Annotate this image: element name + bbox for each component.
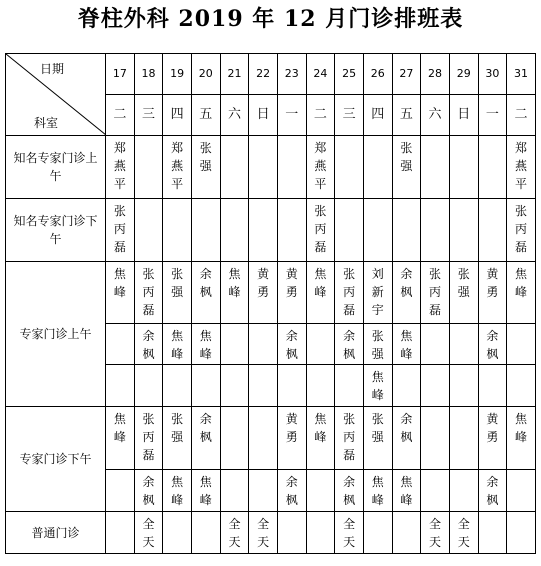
weekday-cell: 一 (478, 95, 507, 136)
schedule-cell (392, 324, 421, 365)
schedule-cell (163, 199, 192, 262)
cell-text: 余枫 (400, 267, 413, 299)
date-cell: 27 (392, 54, 421, 95)
cell-text: 焦峰 (113, 267, 126, 299)
schedule-cell (306, 470, 335, 512)
schedule-cell (449, 407, 478, 470)
cell-text: 张丙磊 (142, 267, 155, 317)
weekday-cell: 五 (191, 95, 220, 136)
cell-text: 全天 (343, 517, 356, 549)
date-cell: 19 (163, 54, 192, 95)
schedule-cell (277, 512, 306, 554)
schedule-cell (421, 199, 450, 262)
schedule-cell (277, 407, 306, 470)
schedule-cell (478, 324, 507, 365)
schedule-cell (478, 407, 507, 470)
schedule-cell (220, 512, 249, 554)
schedule-cell (134, 407, 163, 470)
schedule-cell (134, 199, 163, 262)
cell-text: 焦峰 (314, 412, 327, 444)
row-label-expert_pm (6, 407, 106, 512)
cell-text: 张丙磊 (515, 204, 528, 254)
page-title: 脊柱外科 2019 年 12 月门诊排班表 (77, 6, 464, 32)
cell-text: 余枫 (142, 329, 155, 361)
cell-text: 余枫 (285, 475, 298, 507)
cell-text: 全天 (257, 517, 270, 549)
schedule-cell (363, 365, 392, 407)
cell-text: 黄勇 (486, 267, 499, 299)
date-cell: 28 (421, 54, 450, 95)
weekday-cell: 日 (449, 95, 478, 136)
schedule-cell (220, 199, 249, 262)
cell-text: 焦峰 (371, 370, 384, 402)
cell-text: 张强 (171, 267, 184, 299)
weekday-cell: 二 (106, 95, 135, 136)
cell-text: 焦峰 (228, 267, 241, 299)
cell-text: 张丙磊 (343, 267, 356, 317)
date-header-label: 日期 (40, 62, 65, 76)
schedule-cell (220, 324, 249, 365)
cell-text: 张丙磊 (314, 204, 327, 254)
schedule-cell (363, 407, 392, 470)
schedule-cell (478, 365, 507, 407)
schedule-cell (191, 470, 220, 512)
schedule-cell (507, 512, 536, 554)
schedule-cell (134, 470, 163, 512)
schedule-cell (163, 470, 192, 512)
cell-text: 郑燕平 (113, 141, 126, 191)
schedule-cell (363, 324, 392, 365)
schedule-cell (163, 407, 192, 470)
cell-text: 余枫 (285, 329, 298, 361)
schedule-cell (392, 512, 421, 554)
date-cell: 17 (106, 54, 135, 95)
row-label-famous_am (6, 136, 106, 199)
schedule-cell (106, 512, 135, 554)
weekday-cell: 二 (507, 95, 536, 136)
schedule-cell (220, 262, 249, 324)
schedule-cell (421, 262, 450, 324)
weekday-cell: 三 (335, 95, 364, 136)
row-label-general (6, 512, 106, 554)
schedule-cell (249, 136, 278, 199)
schedule-cell (335, 136, 364, 199)
schedule-cell (134, 262, 163, 324)
schedule-cell (449, 199, 478, 262)
date-cell: 31 (507, 54, 536, 95)
schedule-cell (220, 365, 249, 407)
cell-text: 黄勇 (486, 412, 499, 444)
schedule-cell (163, 262, 192, 324)
cell-text: 张丙磊 (113, 204, 126, 254)
schedule-cell (507, 199, 536, 262)
schedule-cell (277, 365, 306, 407)
cell-text: 张强 (371, 329, 384, 361)
date-cell: 21 (220, 54, 249, 95)
schedule-cell (421, 324, 450, 365)
schedule-cell (449, 324, 478, 365)
date-cell: 23 (277, 54, 306, 95)
schedule-cell (392, 199, 421, 262)
schedule-cell (306, 365, 335, 407)
schedule-cell (306, 199, 335, 262)
schedule-cell (220, 136, 249, 199)
cell-text: 黄勇 (257, 267, 270, 299)
schedule-cell (507, 365, 536, 407)
schedule-cell (277, 136, 306, 199)
cell-text: 郑燕平 (515, 141, 528, 191)
cell-text: 张丙磊 (429, 267, 442, 317)
cell-text: 余枫 (343, 329, 356, 361)
date-cell: 22 (249, 54, 278, 95)
schedule-cell (306, 136, 335, 199)
schedule-cell (249, 365, 278, 407)
schedule-cell (306, 262, 335, 324)
schedule-cell (163, 136, 192, 199)
schedule-cell (507, 136, 536, 199)
date-cell: 24 (306, 54, 335, 95)
schedule-cell (134, 324, 163, 365)
schedule-cell (478, 262, 507, 324)
schedule-cell (134, 136, 163, 199)
cell-text: 张强 (199, 141, 212, 173)
cell-text: 焦峰 (171, 329, 184, 361)
schedule-cell (421, 365, 450, 407)
cell-text: 焦峰 (400, 475, 413, 507)
schedule-cell (106, 365, 135, 407)
schedule-cell (335, 407, 364, 470)
header-corner-cell (6, 54, 106, 136)
cell-text: 黄勇 (285, 412, 298, 444)
schedule-cell (507, 262, 536, 324)
cell-text: 焦峰 (171, 475, 184, 507)
schedule-cell (277, 470, 306, 512)
schedule-cell (363, 470, 392, 512)
cell-text: 焦峰 (314, 267, 327, 299)
dept-header-label: 科室 (34, 116, 59, 130)
row-label-famous_pm (6, 199, 106, 262)
schedule-cell (335, 512, 364, 554)
cell-text: 余枫 (400, 412, 413, 444)
schedule-table (5, 53, 536, 554)
weekday-cell: 四 (163, 95, 192, 136)
row-label-text: 知名专家门诊下午 (13, 214, 98, 246)
schedule-cell (421, 512, 450, 554)
row-label-text: 专家门诊下午 (19, 452, 92, 466)
schedule-cell (191, 512, 220, 554)
schedule-cell (191, 262, 220, 324)
schedule-cell (220, 407, 249, 470)
schedule-cell (134, 365, 163, 407)
schedule-cell (191, 407, 220, 470)
schedule-cell (478, 136, 507, 199)
schedule-cell (478, 512, 507, 554)
schedule-cell (363, 136, 392, 199)
schedule-cell (249, 512, 278, 554)
date-cell: 25 (335, 54, 364, 95)
schedule-cell (335, 199, 364, 262)
schedule-cell (449, 470, 478, 512)
cell-text: 全天 (457, 517, 470, 549)
date-cell: 29 (449, 54, 478, 95)
cell-text: 刘新宇 (371, 267, 384, 317)
schedule-cell (421, 136, 450, 199)
weekday-cell: 六 (220, 95, 249, 136)
schedule-cell (335, 324, 364, 365)
cell-text: 余枫 (199, 412, 212, 444)
schedule-cell (277, 262, 306, 324)
cell-text: 张强 (171, 412, 184, 444)
weekday-cell: 二 (306, 95, 335, 136)
schedule-cell (392, 365, 421, 407)
schedule-cell (106, 199, 135, 262)
schedule-cell (392, 262, 421, 324)
schedule-cell (392, 136, 421, 199)
schedule-cell (191, 324, 220, 365)
date-cell: 20 (191, 54, 220, 95)
schedule-cell (306, 512, 335, 554)
schedule-cell (449, 512, 478, 554)
schedule-cell (363, 512, 392, 554)
schedule-cell (335, 470, 364, 512)
schedule-cell (449, 262, 478, 324)
cell-text: 郑燕平 (314, 141, 327, 191)
schedule-cell (191, 199, 220, 262)
schedule-cell (191, 136, 220, 199)
weekday-cell: 五 (392, 95, 421, 136)
date-cell: 18 (134, 54, 163, 95)
cell-text: 焦峰 (199, 329, 212, 361)
weekday-cell: 日 (249, 95, 278, 136)
cell-text: 全天 (429, 517, 442, 549)
cell-text: 全天 (228, 517, 241, 549)
row-label-expert_am (6, 262, 106, 407)
cell-text: 余枫 (343, 475, 356, 507)
schedule-cell (277, 199, 306, 262)
cell-text: 张丙磊 (343, 412, 356, 462)
schedule-cell (392, 470, 421, 512)
schedule-cell (106, 262, 135, 324)
cell-text: 郑燕平 (171, 141, 184, 191)
schedule-cell (163, 512, 192, 554)
cell-text: 余枫 (486, 329, 499, 361)
row-label-text: 普通门诊 (31, 525, 80, 540)
schedule-cell (277, 324, 306, 365)
schedule-cell (249, 470, 278, 512)
schedule-cell (306, 324, 335, 365)
cell-text: 张强 (457, 267, 470, 299)
schedule-cell (392, 407, 421, 470)
schedule-cell (421, 407, 450, 470)
schedule-cell (106, 470, 135, 512)
cell-text: 张强 (400, 141, 413, 173)
weekday-cell: 一 (277, 95, 306, 136)
schedule-cell (507, 407, 536, 470)
schedule-cell (507, 470, 536, 512)
weekday-cell: 四 (363, 95, 392, 136)
cell-text: 焦峰 (515, 412, 528, 444)
schedule-cell (249, 324, 278, 365)
schedule-cell (163, 324, 192, 365)
schedule-cell (106, 407, 135, 470)
schedule-cell (249, 407, 278, 470)
schedule-cell (363, 199, 392, 262)
schedule-cell (306, 407, 335, 470)
schedule-cell (449, 136, 478, 199)
cell-text: 余枫 (142, 475, 155, 507)
date-cell: 26 (363, 54, 392, 95)
schedule-cell (478, 199, 507, 262)
cell-text: 余枫 (486, 475, 499, 507)
cell-text: 张丙磊 (142, 412, 155, 462)
weekday-cell: 三 (134, 95, 163, 136)
schedule-cell (335, 365, 364, 407)
schedule-cell (191, 365, 220, 407)
cell-text: 焦峰 (199, 475, 212, 507)
schedule-cell (249, 199, 278, 262)
schedule-cell (478, 470, 507, 512)
row-label-text: 知名专家门诊上午 (13, 151, 98, 183)
schedule-cell (134, 512, 163, 554)
row-label-text: 专家门诊上午 (19, 327, 92, 341)
schedule-cell (335, 262, 364, 324)
cell-text: 焦峰 (113, 412, 126, 444)
cell-text: 张强 (371, 412, 384, 444)
weekday-cell: 六 (421, 95, 450, 136)
schedule-cell (363, 262, 392, 324)
schedule-cell (163, 365, 192, 407)
cell-text: 全天 (142, 517, 155, 549)
cell-text: 余枫 (199, 267, 212, 299)
date-cell: 30 (478, 54, 507, 95)
schedule-cell (106, 136, 135, 199)
schedule-cell (507, 324, 536, 365)
cell-text: 黄勇 (285, 267, 298, 299)
cell-text: 焦峰 (400, 329, 413, 361)
cell-text: 焦峰 (515, 267, 528, 299)
schedule-cell (421, 470, 450, 512)
schedule-cell (449, 365, 478, 407)
schedule-cell (220, 470, 249, 512)
schedule-cell (106, 324, 135, 365)
cell-text: 焦峰 (371, 475, 384, 507)
schedule-cell (249, 262, 278, 324)
